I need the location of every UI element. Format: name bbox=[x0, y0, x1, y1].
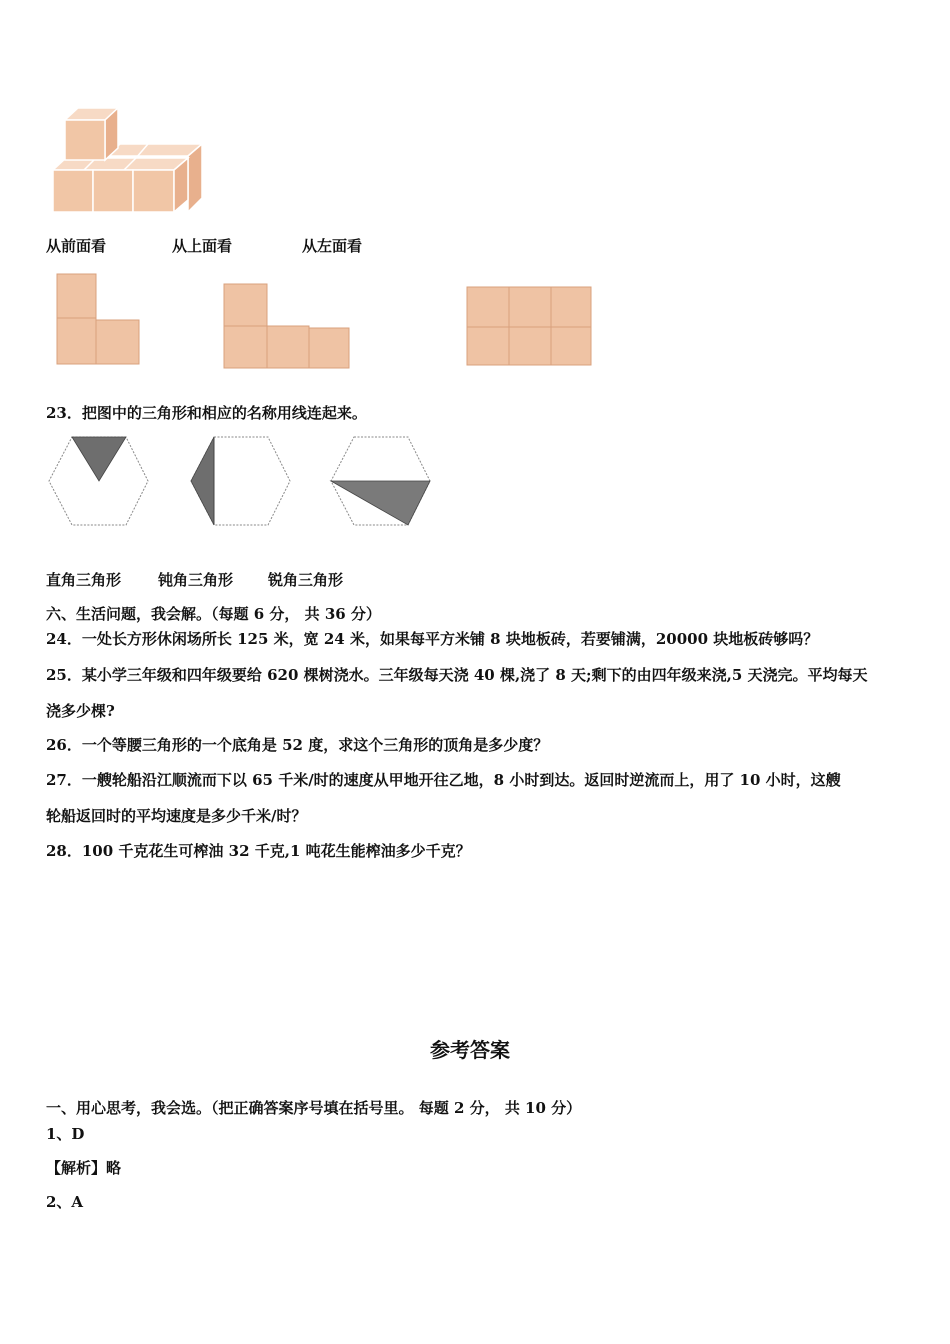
view-square bbox=[309, 328, 349, 368]
top-view-figure bbox=[222, 282, 354, 372]
cube-side-face bbox=[188, 144, 202, 212]
view-square bbox=[509, 287, 551, 327]
hexagon-right-triangle bbox=[46, 434, 152, 528]
answers-title: 参考答案 bbox=[430, 1038, 510, 1062]
view-square bbox=[224, 326, 267, 368]
view-square bbox=[57, 318, 96, 364]
question-27-line1: 27．一艘轮船沿江顺流而下以 65 千米/时的速度从甲地开往乙地，8 小时到达。返回时逆流而上，用了 10 小时，这艘 bbox=[46, 771, 841, 789]
question-23: 23．把图中的三角形和相应的名称用线连起来。 bbox=[46, 404, 367, 422]
cube-top-face bbox=[106, 144, 202, 156]
answer-1: 1、D bbox=[46, 1125, 85, 1143]
triangle-name-right: 直角三角形 bbox=[46, 571, 122, 589]
question-26: 26．一个等腰三角形的一个底角是 52 度，求这个三角形的顶角是多少度？ bbox=[46, 736, 549, 754]
view-square bbox=[467, 327, 509, 365]
answer-2: 2、A bbox=[46, 1193, 84, 1211]
question-28: 28．100 千克花生可榨油 32 千克,1 吨花生能榨油多少千克？ bbox=[46, 842, 471, 860]
view-label-front: 从前面看 bbox=[46, 237, 107, 255]
question-27-line2: 轮船返回时的平均速度是多少千米/时？ bbox=[46, 807, 307, 825]
view-square bbox=[57, 274, 96, 318]
shaded-triangle bbox=[331, 481, 430, 525]
view-square bbox=[551, 327, 591, 365]
question-24: 24．一处长方形休闲场所长 125 米，宽 24 米，如果每平方米铺 8 块地板砖，若要铺满，20000 块地板砖够吗？ bbox=[46, 630, 819, 648]
left-view-figure bbox=[465, 285, 597, 369]
cube-front-face bbox=[53, 170, 93, 212]
answer-1-explanation: 【解析】略 bbox=[46, 1159, 122, 1177]
cube-front-face bbox=[133, 170, 174, 212]
view-label-top: 从上面看 bbox=[172, 237, 233, 255]
cube-stack-figure bbox=[48, 100, 208, 218]
view-square bbox=[509, 327, 551, 365]
cube-front-face bbox=[65, 120, 105, 160]
question-25-line2: 浇多少棵? bbox=[46, 702, 115, 720]
answers-section-1-heading: 一、用心思考，我会选。（把正确答案序号填在括号里。 每题 2 分， 共 10 分） bbox=[46, 1099, 582, 1117]
section-6-heading: 六、生活问题，我会解。（每题 6 分， 共 36 分） bbox=[46, 605, 381, 623]
view-square bbox=[267, 326, 309, 368]
triangle-name-obtuse: 钝角三角形 bbox=[158, 571, 234, 589]
view-square bbox=[96, 320, 139, 364]
hexagon-obtuse-triangle bbox=[188, 434, 294, 528]
shaded-triangle bbox=[191, 437, 214, 525]
view-square bbox=[224, 284, 267, 326]
view-square bbox=[467, 287, 509, 327]
view-label-left: 从左面看 bbox=[302, 237, 363, 255]
hexagon-acute-triangle bbox=[328, 434, 434, 528]
cube-front-face bbox=[93, 170, 133, 212]
question-25-line1: 25．某小学三年级和四年级要给 620 棵树浇水。三年级每天浇 40 棵,浇了 8 天;剩下的由四年级来浇,5 天浇完。平均每天 bbox=[46, 666, 868, 684]
view-square bbox=[551, 287, 591, 327]
shaded-triangle bbox=[72, 437, 126, 481]
triangle-name-acute: 锐角三角形 bbox=[268, 571, 344, 589]
front-view-figure bbox=[55, 272, 145, 368]
